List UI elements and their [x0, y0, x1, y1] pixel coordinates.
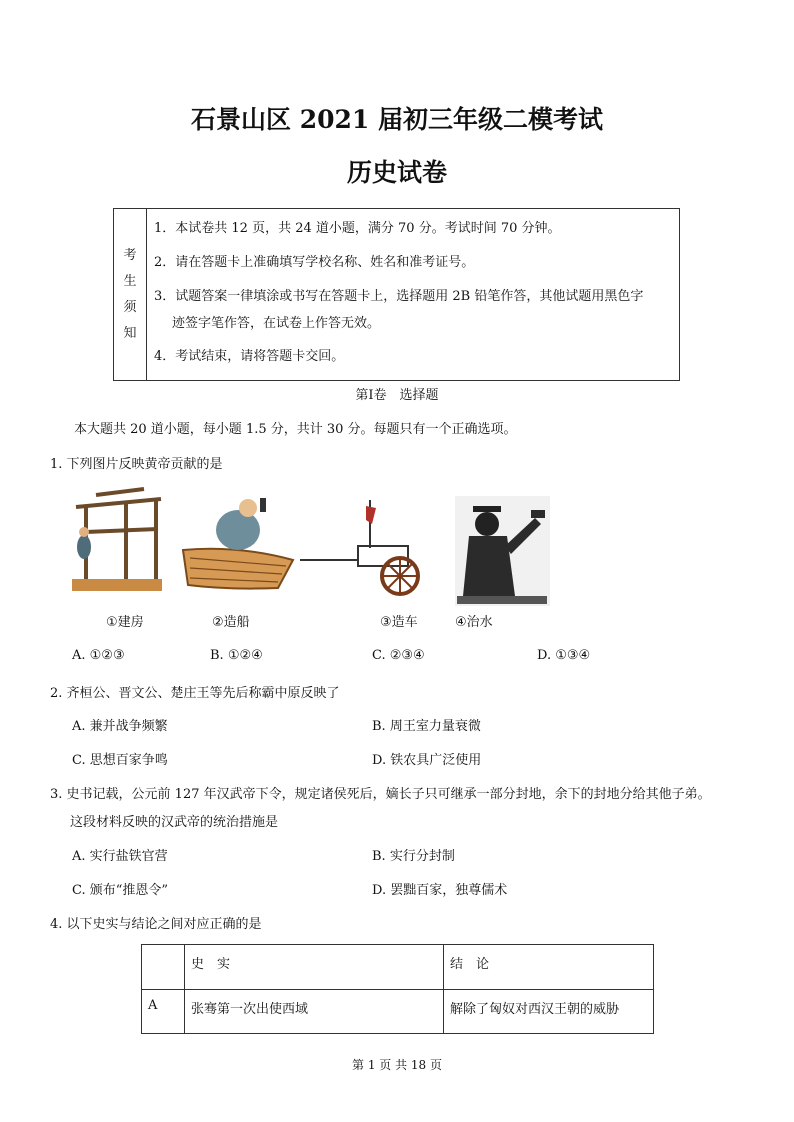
q3-option-b: B. 实行分封制	[372, 849, 455, 864]
exam-subtitle: 历史试卷	[346, 158, 447, 187]
figure-caption: ③造车	[380, 615, 418, 630]
q1-option-a: A. ①②③	[72, 648, 125, 663]
table-header-row	[142, 945, 654, 990]
q2-option-b: B. 周王室力量衰微	[372, 719, 481, 734]
figure-caption: ④治水	[455, 615, 493, 630]
notice-item: 2．请在答题卡上准确填写学校名称、姓名和准考证号。	[154, 255, 475, 270]
table-cell: 解除了匈奴对西汉王朝的威胁	[444, 990, 654, 1034]
q2-option-c: C. 思想百家争鸣	[72, 753, 168, 768]
notice-side-char: 须	[123, 299, 137, 315]
building-figure	[66, 487, 170, 595]
q3-option-c: C. 颁布“推恩令”	[72, 883, 169, 898]
cart-figure	[300, 498, 450, 600]
section-intro: 本大题共 20 道小题，每小题 1.5 分，共计 30 分。每题只有一个正确选项。	[74, 422, 517, 437]
notice-side-char: 生	[123, 273, 137, 289]
table-header-cell: 史 实	[185, 945, 444, 990]
flood-control-figure	[455, 496, 550, 606]
question-4-stem: 4. 以下史实与结论之间对应正确的是	[50, 917, 262, 932]
notice-side-char: 考	[123, 247, 137, 263]
table-cell: A	[142, 990, 185, 1034]
q1-option-d: D. ①③④	[537, 648, 591, 663]
q3-option-d: D. 罢黜百家，独尊儒术	[372, 883, 508, 898]
exam-title: 石景山区 2021 届初三年级二模考试	[191, 105, 603, 134]
question-3-stem: 3. 史书记载，公元前 127 年汉武帝下令，规定诸侯死后，嫡长子只可继承一部分封地，余下的封地分给其他子弟。	[50, 787, 711, 802]
figure-caption: ②造船	[212, 615, 250, 630]
q2-option-d: D. 铁农具广泛使用	[372, 753, 482, 768]
q4-table	[141, 944, 654, 1034]
notice-side-label	[114, 209, 147, 380]
table-header-cell	[142, 945, 185, 990]
table-cell: 张骞第一次出使西域	[185, 990, 444, 1034]
section-heading: 第Ⅰ卷 选择题	[355, 388, 439, 403]
table-row	[142, 990, 654, 1034]
question-2-stem: 2. 齐桓公、晋文公、楚庄王等先后称霸中原反映了	[50, 686, 340, 701]
q1-option-b: B. ①②④	[210, 648, 263, 663]
notice-item: 迹签字笔作答，在试卷上作答无效。	[172, 316, 381, 331]
notice-item: 3．试题答案一律填涂或书写在答题卡上，选择题用 2B 铅笔作答，其他试题用黑色字	[154, 289, 644, 304]
notice-side-char: 知	[123, 325, 137, 341]
boat-figure	[178, 490, 298, 595]
page-footer: 第 1 页 共 18 页	[352, 1058, 442, 1072]
notice-item: 4．考试结束，请将答题卡交回。	[154, 349, 345, 364]
figure-caption: ①建房	[106, 615, 144, 630]
question-1-stem: 1. 下列图片反映黄帝贡献的是	[50, 457, 223, 472]
q3-option-a: A. 实行盐铁官营	[72, 849, 168, 864]
question-3-stem-cont: 这段材料反映的汉武帝的统治措施是	[70, 815, 279, 830]
q2-option-a: A. 兼并战争频繁	[72, 719, 168, 734]
notice-item: 1．本试卷共 12 页，共 24 道小题，满分 70 分。考试时间 70 分钟。	[154, 221, 561, 236]
table-header-cell: 结 论	[444, 945, 654, 990]
notice-box	[113, 208, 680, 381]
q1-option-c: C. ②③④	[372, 648, 425, 663]
